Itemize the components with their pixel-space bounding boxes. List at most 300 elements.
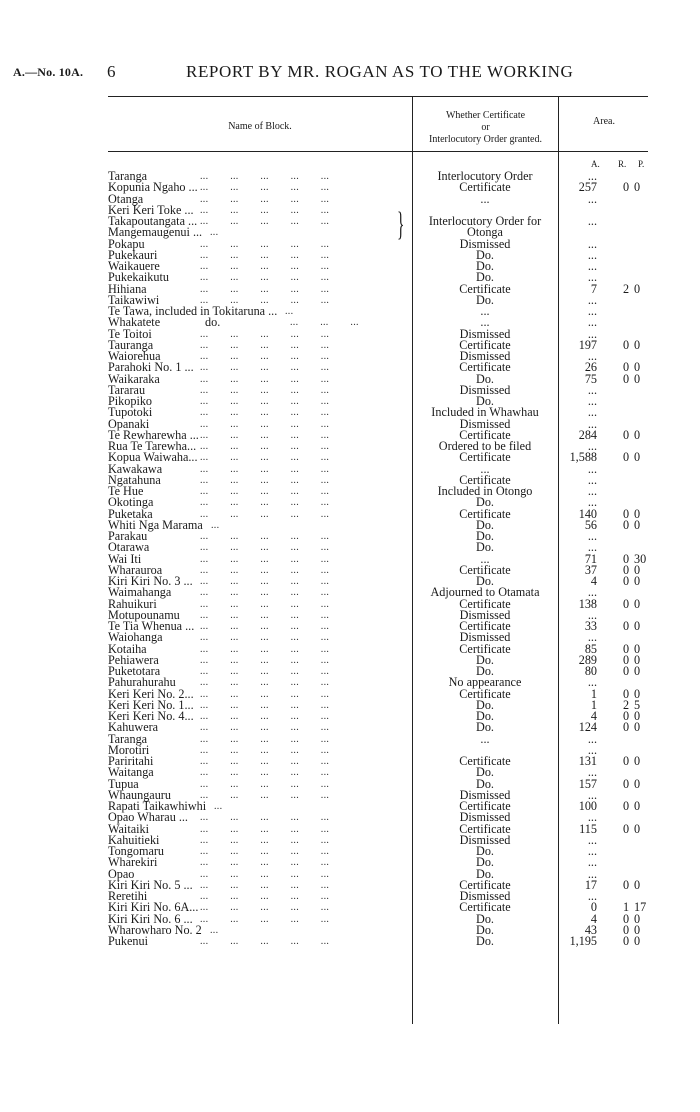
area-roods: 0 [622, 562, 630, 577]
grouping-brace: } [397, 206, 405, 243]
block-name: Wharauroa [108, 562, 163, 577]
leader-dots: ... ... ... ... ... [200, 677, 330, 689]
block-name: Puketaka [108, 506, 153, 521]
area-perches: 0 [634, 281, 641, 296]
area-acres: 1 [590, 686, 597, 701]
certificate-status: Certificate [459, 180, 511, 195]
block-name: Te Tia Whenua ... [108, 619, 195, 633]
area-acres: ... [587, 630, 597, 645]
area-acres: ... [587, 439, 597, 453]
leader-dots: ... ... ... ... ... [200, 182, 330, 194]
block-name: Hihiana [108, 281, 147, 296]
certificate-status: Do. [476, 540, 494, 555]
area-acres: ... [587, 810, 597, 825]
block-name: Kiri Kiri No. 3 ... [108, 574, 193, 588]
leader-dots: ... ... ... ... ... [200, 913, 330, 925]
block-name: Kiri Kiri No. 6 ... [108, 911, 193, 926]
unit-acres: A. [591, 159, 600, 169]
area-perches: 0 [634, 337, 641, 352]
leader-dots: ... ... ... ... ... [200, 396, 330, 407]
certificate-status: Dismissed [459, 832, 511, 847]
block-name: Pariritahi [108, 754, 154, 768]
area-roods: 0 [622, 337, 630, 352]
area-roods: 0 [622, 551, 630, 566]
leader-dots: ... ... ... ... ... [200, 474, 330, 486]
area-roods: 0 [622, 641, 630, 656]
block-name: Kiri Kiri No. 5 ... [108, 877, 193, 892]
certificate-status: Certificate [459, 686, 511, 701]
block-name: Kopunia Ngaho ... [108, 180, 198, 195]
area-roods: 0 [622, 574, 630, 588]
area-acres: ... [587, 495, 597, 510]
leader-dots: ... ... ... ... ... [200, 429, 330, 441]
block-name: Pokapu [108, 236, 145, 251]
certificate-status: Dismissed [459, 416, 511, 431]
area-acres: 37 [584, 562, 597, 577]
leader-dots: ... ... ... ... ... [200, 834, 330, 846]
area-perches: 0 [634, 754, 641, 768]
area-acres: 75 [584, 371, 597, 386]
block-name: Pukenui [108, 934, 148, 948]
area-perches: 0 [634, 427, 641, 442]
certificate-status: Do. [476, 270, 494, 285]
leader-dots: ... ... ... ... ... [200, 936, 330, 947]
table-row [0, 191, 700, 206]
block-name: Tupua [108, 776, 139, 791]
certificate-status: Certificate [459, 450, 511, 465]
area-roods: 0 [622, 776, 630, 791]
leader-dots: ... ... ... ... ... [200, 531, 330, 542]
leader-dots: ... ... ... ... ... [200, 339, 330, 351]
block-name: Pahurahurahu [108, 675, 176, 690]
ditto-mark: do. [205, 315, 221, 330]
certificate-status: Dismissed [459, 326, 511, 341]
certificate-status: Otonga [467, 225, 503, 240]
area-acres: ... [587, 529, 597, 543]
leader-dots: ... ... ... ... ... [200, 193, 330, 205]
leader-dots: ... ... ... ... ... [200, 756, 330, 767]
leader-dots: ... ... ... ... ... [200, 902, 330, 914]
block-name: Waimahanga [108, 585, 172, 600]
area-roods: 0 [622, 450, 630, 465]
block-name: Te Toitoi [108, 326, 152, 341]
certificate-status: Do. [476, 776, 494, 791]
area-acres: ... [587, 484, 597, 498]
certificate-status: Dismissed [459, 810, 511, 825]
certificate-status: Certificate [459, 360, 511, 375]
certificate-status: Do. [476, 495, 494, 510]
table-header-rule [108, 151, 648, 152]
area-acres: ... [587, 866, 597, 881]
block-name: Tauranga [108, 337, 154, 352]
column-header-certificate: Whether Certificate or Interlocutory Order granted. [428, 110, 542, 145]
certificate-status: Certificate [459, 596, 511, 611]
area-acres: 0 [590, 900, 597, 915]
area-roods: 2 [622, 281, 630, 296]
area-acres: 56 [584, 517, 597, 532]
area-acres: 80 [584, 664, 597, 678]
certificate-status: ... [480, 551, 490, 566]
certificate-status: Certificate [459, 799, 511, 813]
area-acres: ... [587, 349, 597, 363]
block-name: Te Rewharewha ... [108, 427, 199, 442]
area-acres: ... [587, 169, 597, 183]
block-name: Wharowharo No. 2 [108, 922, 202, 937]
area-roods: 0 [622, 360, 630, 375]
area-roods: 0 [622, 934, 630, 948]
area-perches: 0 [634, 641, 641, 656]
area-roods: 0 [622, 821, 630, 836]
leader-dots: ... ... ... ... ... [200, 384, 330, 396]
block-name: Waiohanga [108, 630, 163, 645]
column-header-name: Name of Block. [228, 121, 292, 132]
area-acres: ... [587, 247, 597, 262]
area-acres: ... [587, 326, 597, 341]
area-roods: 0 [622, 686, 630, 701]
leader-dots: ... [210, 227, 219, 239]
leader-dots: ... ... ... ... ... [200, 294, 330, 306]
block-name: Rua Te Tarewha... [108, 439, 197, 453]
area-acres: ... [587, 844, 597, 858]
table-body [0, 171, 700, 947]
area-roods: 0 [622, 427, 630, 442]
block-name: Wharekiri [108, 855, 158, 870]
block-name: Puketotara [108, 664, 161, 678]
block-name: Waikauere [108, 259, 160, 273]
area-roods: 0 [622, 709, 630, 723]
certificate-status: Dismissed [459, 889, 511, 903]
block-name: Reretihi [108, 889, 148, 903]
certificate-status: Interlocutory Order for [428, 214, 542, 228]
leader-dots: ... ... ... ... ... [200, 272, 330, 284]
certificate-status: Do. [476, 259, 494, 273]
area-acres: 138 [578, 596, 597, 611]
certificate-status: Certificate [459, 641, 511, 656]
area-perches: 0 [634, 506, 641, 521]
area-acres: ... [587, 855, 597, 870]
certificate-status: Ordered to be filed [438, 439, 532, 453]
block-name: Whakatete [108, 315, 161, 330]
area-perches: 0 [634, 664, 641, 678]
certificate-status: Do. [476, 720, 494, 735]
document-reference: A.—No. 10A. [13, 65, 84, 79]
block-name: Keri Keri No. 1... [108, 697, 194, 712]
certificate-status: Do. [476, 292, 494, 307]
area-acres: 26 [584, 360, 597, 375]
area-acres: ... [587, 742, 597, 757]
leader-dots: ... ... ... ... ... [200, 576, 330, 587]
certificate-status: Adjourned to Otamata [430, 585, 540, 600]
column-header-area: Area. [593, 116, 615, 127]
area-perches: 0 [634, 934, 641, 948]
area-acres: ... [587, 472, 597, 487]
block-name: Pukekaikutu [108, 270, 169, 285]
block-name: Keri Keri No. 2... [108, 686, 194, 701]
block-name: Parahoki No. 1 ... [108, 360, 194, 375]
area-acres: 71 [584, 551, 597, 566]
area-perches: 0 [634, 776, 641, 791]
block-name: Parakau [108, 529, 148, 543]
leader-dots: ... ... ... ... ... [200, 891, 330, 902]
leader-dots: ... ... ... ... ... [200, 407, 330, 419]
certificate-status: Do. [476, 866, 494, 881]
leader-dots: ... ... ... ... ... [200, 654, 330, 666]
area-acres: 289 [578, 652, 597, 667]
leader-dots: ... ... ... ... ... [200, 204, 330, 216]
leader-dots: ... ... ... ... ... [200, 722, 330, 734]
area-roods: 0 [622, 619, 630, 633]
leader-dots: ... ... ... ... ... [200, 171, 330, 182]
page-number: 6 [107, 62, 116, 81]
certificate-status: No appearance [448, 675, 522, 690]
leader-dots: ... ... ... ... ... [200, 261, 330, 272]
block-name: Opanaki [108, 416, 150, 431]
area-acres: 33 [584, 619, 597, 633]
certificate-status: Interlocutory Order [437, 169, 533, 183]
certificate-status: Do. [476, 394, 494, 408]
area-roods: 0 [622, 664, 630, 678]
area-perches: 0 [634, 360, 641, 375]
block-name: Tongomaru [108, 844, 165, 858]
leader-dots: ... ... ... ... ... [200, 328, 330, 340]
leader-dots: ... ... ... ... ... [200, 632, 330, 644]
certificate-status: ... [480, 304, 490, 318]
leader-dots: ... ... ... ... ... [200, 497, 330, 509]
area-perches: 5 [634, 697, 641, 712]
leader-dots: ... ... ... ... ... [200, 216, 330, 227]
area-acres: 7 [590, 281, 597, 296]
certificate-status: Dismissed [459, 607, 511, 622]
leader-dots: ... ... ... ... ... [200, 711, 330, 722]
leader-dots: ... ... ... ... ... [200, 587, 330, 599]
area-acres: 100 [578, 799, 597, 813]
certificate-status: Do. [476, 371, 494, 386]
area-perches: 0 [634, 686, 641, 701]
certificate-status: Certificate [459, 506, 511, 521]
block-name: Tararau [108, 382, 146, 397]
certificate-status: Do. [476, 574, 494, 588]
block-name: Waikaraka [108, 371, 160, 386]
certificate-status: Certificate [459, 562, 511, 577]
certificate-status: ... [480, 315, 490, 330]
leader-dots: ... ... ... ... ... [200, 283, 330, 295]
area-roods: 0 [622, 652, 630, 667]
area-acres: 43 [584, 922, 597, 937]
leader-dots: ... ... ... ... ... [200, 699, 330, 711]
certificate-status: Do. [476, 697, 494, 712]
block-name: Otanga [108, 191, 144, 206]
area-acres: ... [587, 315, 597, 330]
leader-dots: ... ... ... ... ... [200, 744, 330, 756]
area-perches: 0 [634, 596, 641, 611]
area-acres: 257 [578, 180, 597, 195]
area-acres: ... [587, 731, 597, 746]
area-acres: ... [587, 405, 597, 420]
block-name: Waitaiki [108, 821, 149, 836]
certificate-status: ... [480, 191, 490, 206]
block-name: Taikawiwi [108, 292, 160, 307]
leader-dots: ... ... ... ... ... [200, 609, 330, 621]
leader-dots: ... ... ... ... ... [200, 238, 330, 250]
block-name: Pikopiko [108, 394, 153, 408]
block-name: Pukekauri [108, 247, 158, 262]
area-acres: 115 [579, 821, 597, 836]
block-name: Te Tawa, included in Tokitaruna ... [108, 304, 278, 318]
certificate-status: Included in Whawhau [431, 405, 539, 420]
certificate-status: Included in Otongo [437, 484, 533, 498]
table-top-rule [108, 96, 648, 97]
certificate-status: Do. [476, 529, 494, 543]
area-perches: 0 [634, 619, 641, 633]
area-acres: ... [587, 832, 597, 847]
area-roods: 0 [622, 922, 630, 937]
certificate-status: Dismissed [459, 787, 511, 802]
block-name: Takapoutangata ... [108, 214, 198, 228]
area-acres: ... [587, 787, 597, 802]
area-acres: 4 [590, 574, 597, 588]
certificate-status: Dismissed [459, 349, 511, 363]
block-name: Kotaiha [108, 641, 147, 656]
certificate-status: Dismissed [459, 630, 511, 645]
leader-dots: ... ... ... ... ... [200, 452, 330, 464]
area-perches: 0 [634, 562, 641, 577]
area-perches: 0 [634, 652, 641, 667]
area-roods: 0 [622, 754, 630, 768]
leader-dots: ... ... ... ... ... [200, 688, 330, 700]
block-name: Opao Wharau ... [108, 810, 188, 825]
block-name: Pehiawera [108, 652, 159, 667]
area-perches: 0 [634, 180, 641, 195]
certificate-status: Certificate [459, 427, 511, 442]
block-name: Waitanga [108, 765, 154, 780]
area-roods: 0 [622, 720, 630, 735]
area-acres: ... [587, 382, 597, 397]
certificate-status: Do. [476, 922, 494, 937]
block-name: Whaungauru [108, 787, 171, 802]
block-name: Kiri Kiri No. 6A... [108, 900, 199, 915]
area-acres: 284 [578, 427, 597, 442]
area-roods: 0 [622, 180, 630, 195]
certificate-status: ... [480, 461, 490, 476]
certificate-status: Do. [476, 247, 494, 262]
area-perches: 0 [634, 720, 641, 735]
certificate-status: Certificate [459, 821, 511, 836]
unit-roods: R. [618, 159, 627, 169]
area-acres: ... [587, 607, 597, 622]
certificate-status: Do. [476, 844, 494, 858]
leader-dots: ... ... ... ... ... [200, 666, 330, 677]
leader-dots: ... ... ... ... ... [200, 362, 330, 374]
area-roods: 0 [622, 911, 630, 926]
area-roods: 0 [622, 799, 630, 813]
area-acres: ... [587, 214, 597, 228]
certificate-status: Do. [476, 652, 494, 667]
area-acres: ... [587, 259, 597, 273]
area-perches: 0 [634, 709, 641, 723]
table-row [0, 936, 700, 947]
leader-dots: ... ... ... ... ... [200, 823, 330, 835]
area-acres: 4 [590, 709, 597, 723]
area-acres: 1 [590, 697, 597, 712]
block-name: Kopua Waiwaha... [108, 450, 198, 465]
block-name: Ngatahuna [108, 472, 161, 487]
block-name: Rapati Taikawhiwhi [108, 799, 207, 813]
block-name: Wai Iti [108, 551, 142, 566]
area-perches: 0 [634, 911, 641, 926]
area-acres: ... [587, 270, 597, 285]
block-name: Okotinga [108, 495, 154, 510]
certificate-status: ... [480, 731, 490, 746]
certificate-status: Certificate [459, 281, 511, 296]
area-acres: 140 [578, 506, 597, 521]
area-acres: 4 [590, 911, 597, 926]
block-name: Kawakawa [108, 461, 163, 476]
certificate-status: Do. [476, 517, 494, 532]
leader-dots: ... [285, 306, 294, 317]
area-acres: 157 [578, 776, 597, 791]
block-name: Taranga [108, 169, 148, 183]
leader-dots: ... ... ... ... ... [200, 249, 330, 261]
area-acres: ... [587, 540, 597, 555]
area-acres: ... [587, 292, 597, 307]
area-roods: 0 [622, 877, 630, 892]
area-acres: ... [587, 461, 597, 476]
leader-dots: ... ... ... ... ... [200, 643, 330, 655]
leader-dots: ... ... ... ... ... [200, 789, 330, 801]
certificate-status: Certificate [459, 900, 511, 915]
leader-dots: ... ... ... ... ... [200, 463, 330, 475]
leader-dots: ... ... ... ... ... [200, 351, 330, 362]
area-perches: 0 [634, 450, 641, 465]
block-name: Tupotoki [108, 405, 153, 420]
area-perches: 0 [634, 799, 641, 813]
leader-dots: ... ... ... ... ... [200, 542, 330, 554]
table-row [0, 216, 700, 227]
leader-dots: ... ... ... ... ... [200, 418, 330, 430]
certificate-status: Dismissed [459, 236, 511, 251]
certificate-status: Do. [476, 934, 494, 948]
block-name: Morotiri [108, 742, 150, 757]
area-acres: 1,195 [569, 934, 597, 948]
leader-dots: ... ... ... ... ... [200, 598, 330, 610]
area-roods: 1 [622, 900, 630, 915]
leader-dots: ... [211, 519, 220, 531]
certificate-status: Certificate [459, 337, 511, 352]
area-acres: ... [587, 585, 597, 600]
unit-perches: P. [638, 159, 645, 169]
area-perches: 0 [634, 922, 641, 937]
certificate-status: Do. [476, 709, 494, 723]
area-acres: ... [587, 765, 597, 780]
area-acres: ... [587, 675, 597, 690]
block-name: Whiti Nga Marama [108, 517, 203, 532]
area-acres: 197 [578, 337, 597, 352]
area-roods: 2 [622, 697, 630, 712]
area-acres: ... [587, 416, 597, 431]
area-roods: 0 [622, 517, 630, 532]
leader-dots: ... ... ... ... ... [200, 868, 330, 880]
certificate-status: Do. [476, 765, 494, 780]
block-name: Opao [108, 866, 135, 881]
area-perches: 0 [634, 574, 641, 588]
area-roods: 0 [622, 371, 630, 386]
area-acres: ... [587, 394, 597, 408]
page-header [0, 62, 700, 86]
certificate-status: Do. [476, 664, 494, 678]
area-perches: 0 [634, 877, 641, 892]
leader-dots: ... ... ... ... ... [200, 441, 330, 452]
block-name: Kahuwera [108, 720, 159, 735]
